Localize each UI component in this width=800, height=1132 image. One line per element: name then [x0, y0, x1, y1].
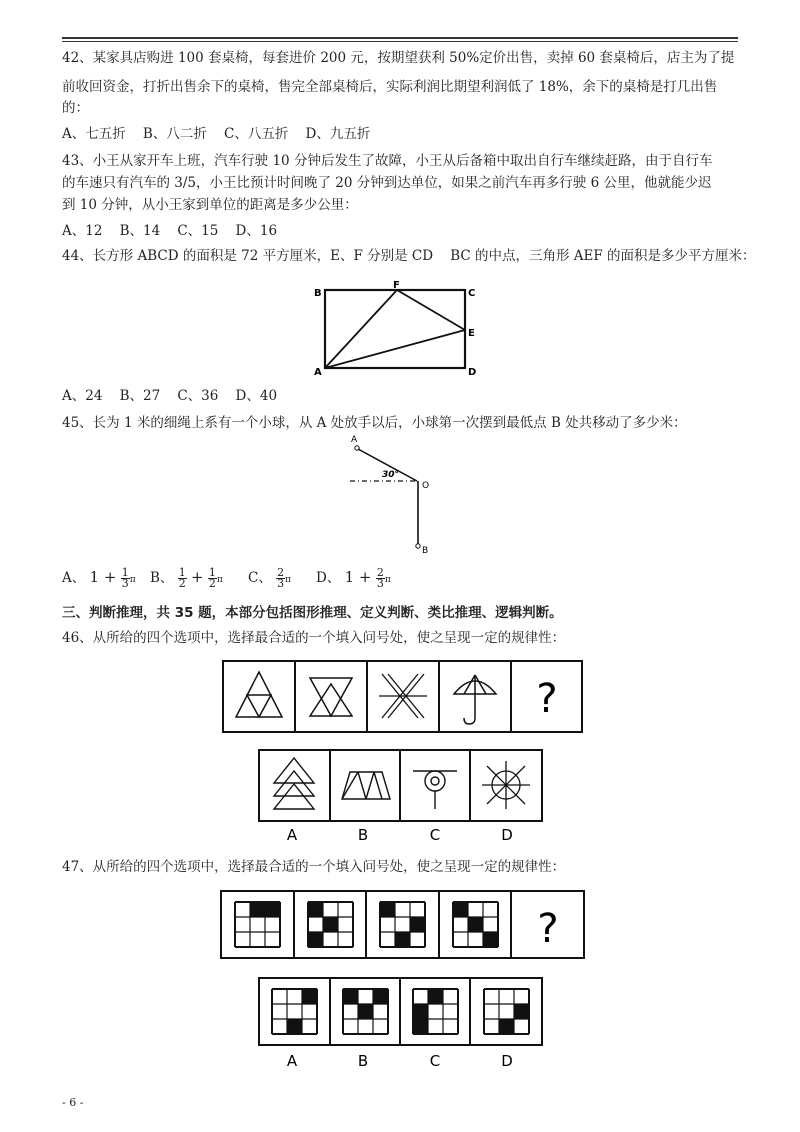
q46-option-c-figure	[413, 771, 457, 809]
q46-figure-1	[236, 672, 282, 717]
q47-option-labels	[258, 1048, 544, 1070]
q47-figure-2	[308, 902, 353, 947]
q46-question-row	[222, 660, 584, 734]
q42-line1: 42、某家具店购进 100 套桌椅，每套进价 200 元，按期望获利 50%定价出售，卖掉 60 套桌椅后，店主为了提	[62, 50, 735, 66]
label-c: C	[468, 288, 476, 299]
label-o: O	[422, 481, 430, 491]
label-b: B	[314, 288, 322, 299]
q43-options: A、12 B、14 C、15 D、16	[62, 223, 278, 239]
q42-line3: 的：	[62, 100, 89, 116]
q46-options-row	[258, 749, 544, 823]
label-d: D	[468, 367, 477, 378]
q46-line1: 46、从所给的四个选项中，选择最合适的一个填入问号处，使之呈现一定的规律性：	[62, 630, 566, 646]
q46-figure-3	[379, 674, 427, 718]
q44-line1: 44、长方形 ABCD 的面积是 72 平方厘米，E、F 分别是 CD BC 的中点，三角形 AEF 的面积是多少平方厘米：	[62, 248, 756, 264]
q47-label-c: C	[429, 1052, 441, 1070]
q46-figure-2	[310, 678, 352, 716]
page-number: - 6 -	[62, 1096, 84, 1109]
q44-rectangle-diagram	[310, 280, 490, 380]
q46-option-b-figure	[342, 772, 390, 799]
label-f: F	[393, 280, 400, 291]
q45-option-a: A、 1 + $\frac{1}{3}$ π	[62, 566, 136, 590]
label-angle: 30°	[382, 470, 400, 480]
header-rule-thick	[62, 37, 738, 39]
q43-line1: 43、小王从家开车上班，汽车行驶 10 分钟后发生了故障，小王从后备箱中取出自行车继续赶路，由于自行车	[62, 153, 713, 169]
q46-option-d-figure	[482, 761, 530, 809]
header-rule-thin	[62, 41, 738, 42]
q46-option-labels	[258, 822, 544, 844]
q44-options: A、24 B、27 C、36 D、40	[62, 388, 278, 404]
label-a: A	[351, 435, 358, 445]
q46-question-mark: ?	[536, 676, 558, 722]
q46-figure-4	[454, 675, 496, 724]
label-a: A	[314, 367, 322, 378]
q46-label-b: B	[357, 826, 369, 844]
q47-figure-4	[453, 902, 498, 947]
q47-option-c-figure	[413, 989, 458, 1034]
q47-option-d-figure	[484, 989, 529, 1034]
q47-label-a: A	[286, 1052, 298, 1070]
q45-line1: 45、长为 1 米的细绳上系有一个小球，从 A 处放手以后，小球第一次摆到最低点 B 处共移动了多少米：	[62, 415, 687, 431]
q45-option-b: B、 $\frac{1}{2}$ + $\frac{1}{2}$ π	[150, 566, 223, 590]
q42-options: A、七五折 B、八二折 C、八五折 D、九五折	[62, 126, 371, 142]
q47-label-b: B	[357, 1052, 369, 1070]
q42-line2: 前收回资金，打折出售余下的桌椅，售完全部桌椅后，实际利润比期望利润低了 18%，余下的桌椅是打几出售	[62, 79, 718, 95]
q47-question-row	[220, 890, 586, 960]
q47-figure-1	[235, 902, 280, 947]
q47-options-row	[258, 977, 544, 1047]
q45-option-d: D、 1 + $\frac{2}{3}$ π	[316, 566, 391, 590]
q43-line2: 的车速只有汽车的 3/5，小王比预计时间晚了 20 分钟到达单位，如果之前汽车再多行驶 6 公里，他就能少迟	[62, 175, 712, 191]
section-heading: 三、判断推理，共 35 题，本部分包括图形推理、定义判断、类比推理、逻辑判断。	[62, 605, 563, 621]
q46-option-a-figure	[274, 758, 314, 809]
q46-label-a: A	[286, 826, 298, 844]
q45-pendulum-diagram	[340, 432, 450, 557]
q47-question-mark: ?	[537, 906, 559, 952]
q47-figure-3	[380, 902, 425, 947]
q43-line3: 到 10 分钟，从小王家到单位的距离是多少公里：	[62, 197, 358, 213]
q47-option-a-figure	[272, 989, 317, 1034]
q46-label-c: C	[429, 826, 441, 844]
q45-option-c: C、 $\frac{2}{3}$ π	[248, 566, 292, 590]
q47-label-d: D	[501, 1052, 513, 1070]
label-b: B	[422, 546, 429, 556]
q46-label-d: D	[501, 826, 513, 844]
q47-option-b-figure	[343, 989, 388, 1034]
label-e: E	[468, 328, 475, 339]
q47-line1: 47、从所给的四个选项中，选择最合适的一个填入问号处，使之呈现一定的规律性：	[62, 859, 566, 875]
